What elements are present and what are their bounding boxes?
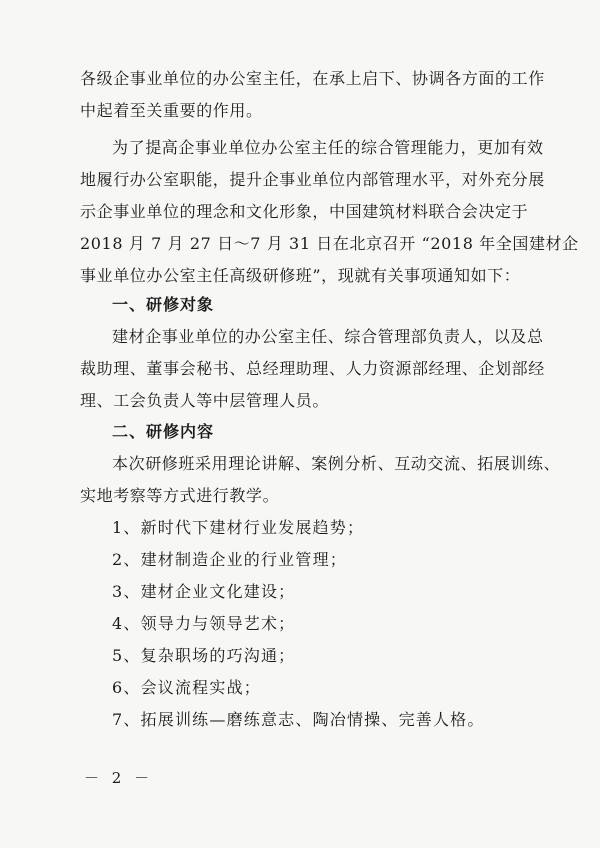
paragraph-1-line-2: 中起着至关重要的作用。 xyxy=(80,101,263,120)
paragraph-2-line-3: 示企事业单位的理念和文化形象，中国建筑材料联合会决定于 xyxy=(80,202,529,221)
list-item: 1、新时代下建材行业发展趋势； xyxy=(112,518,365,537)
section-1-heading: 一、研修对象 xyxy=(112,295,215,314)
section-2-line-1: 本次研修班采用理论讲解、案例分析、互动交流、拓展训练、 xyxy=(112,454,561,473)
section-1-line-2: 裁助理、董事会秘书、总经理助理、人力资源部经理、企划部经 xyxy=(80,359,545,378)
page-number: － 2 － xyxy=(84,769,154,787)
list-item: 4、领导力与领导艺术； xyxy=(112,614,296,633)
paragraph-2-line-2: 地履行办公室职能，提升企事业单位内部管理水平，对外充分展 xyxy=(80,170,545,189)
section-1-line-1: 建材企事业单位的办公室主任、综合管理部负责人，以及总 xyxy=(112,327,544,346)
list-item: 5、复杂职场的巧沟通； xyxy=(112,646,296,665)
paragraph-2-line-5: 事业单位办公室主任高级研修班”，现就有关事项通知如下： xyxy=(80,266,521,285)
paragraph-2-line-1: 为了提高企事业单位办公室主任的综合管理能力，更加有效 xyxy=(112,138,544,157)
section-2-line-2: 实地考察等方式进行教学。 xyxy=(80,486,280,505)
list-item: 3、建材企业文化建设； xyxy=(112,582,296,601)
list-item: 2、建材制造企业的行业管理； xyxy=(112,550,347,569)
paragraph-1-line-1: 各级企事业单位的办公室主任，在承上启下、协调各方面的工作 xyxy=(80,69,545,88)
list-item: 7、拓展训练—磨练意志、陶冶情操、完善人格。 xyxy=(112,710,485,729)
section-2-heading: 二、研修内容 xyxy=(112,422,215,441)
section-1-line-3: 理、工会负责人等中层管理人员。 xyxy=(80,391,330,410)
list-item: 6、会议流程实战； xyxy=(112,678,261,697)
paragraph-2-line-4: 2018 月 7 月 27 日～7 月 31 日在北京召开 “2018 年全国建材企 xyxy=(80,234,579,253)
